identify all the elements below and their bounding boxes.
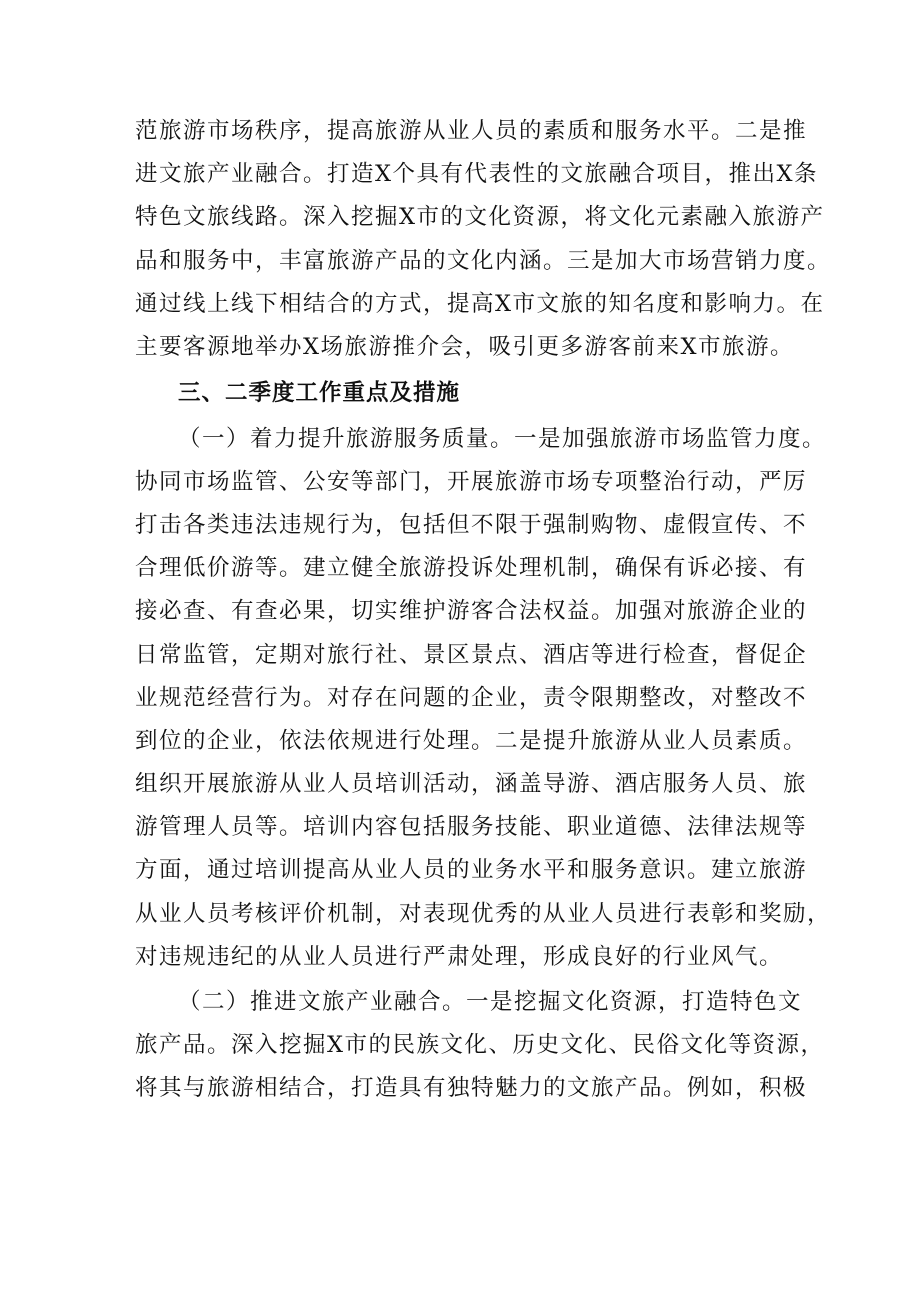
paragraph-line: 范旅游市场秩序，提高旅游从业人员的素质和服务水平。二是推 [135, 118, 808, 144]
paragraph-line: 组织开展旅游从业人员培训活动，涵盖导游、酒店服务人员、旅 [135, 771, 808, 797]
paragraph-line: 进文旅产业融合。打造X个具有代表性的文旅融合项目，推出X条 [135, 161, 819, 187]
paragraph-line: 方面，通过培训提高从业人员的业务水平和服务意识。建立旅游 [135, 857, 808, 883]
paragraph-line: 接必查、有查必果，切实维护游客合法权益。加强对旅游企业的 [135, 598, 808, 624]
paragraph-line: 旅产品。深入挖掘X市的民族文化、历史文化、民俗文化等资源， [135, 1032, 825, 1058]
section-heading: 三、二季度工作重点及措施 [178, 380, 461, 406]
paragraph-line: 游管理人员等。培训内容包括服务技能、职业道德、法律法规等 [135, 814, 808, 840]
paragraph-line: 主要客源地举办X场旅游推介会，吸引更多游客前来X市旅游。 [135, 334, 795, 360]
paragraph-line: 合理低价游等。建立健全旅游投诉处理机制，确保有诉必接、有 [135, 555, 808, 581]
paragraph-line: 到位的企业，依法依规进行处理。二是提升旅游从业人员素质。 [135, 728, 808, 754]
paragraph-line: （二）推进文旅产业融合。一是挖掘文化资源，打造特色文 [178, 989, 803, 1015]
paragraph-line: 打击各类违法违规行为，包括但不限于强制购物、虚假宣传、不 [135, 512, 808, 538]
paragraph-line: 品和服务中，丰富旅游产品的文化内涵。三是加大市场营销力度。 [135, 248, 832, 274]
paragraph-line: 业规范经营行为。对存在问题的企业，责令限期整改，对整改不 [135, 685, 808, 711]
paragraph-line: 协同市场监管、公安等部门，开展旅游市场专项整治行动，严厉 [135, 469, 808, 495]
paragraph-line: 日常监管，定期对旅行社、景区景点、酒店等进行检查，督促企 [135, 642, 808, 668]
paragraph-line: （一）着力提升旅游服务质量。一是加强旅游市场监管力度。 [178, 426, 827, 452]
paragraph-line: 特色文旅线路。深入挖掘X市的文化资源，将文化元素融入旅游产 [135, 204, 825, 230]
paragraph-line: 从业人员考核评价机制，对表现优秀的从业人员进行表彰和奖励， [135, 901, 832, 927]
paragraph-line: 对违规违纪的从业人员进行严肃处理，形成良好的行业风气。 [135, 944, 784, 970]
paragraph-line: 将其与旅游相结合，打造具有独特魅力的文旅产品。例如，积极 [135, 1075, 808, 1101]
paragraph-line: 通过线上线下相结合的方式，提高X市文旅的知名度和影响力。在 [135, 291, 825, 317]
